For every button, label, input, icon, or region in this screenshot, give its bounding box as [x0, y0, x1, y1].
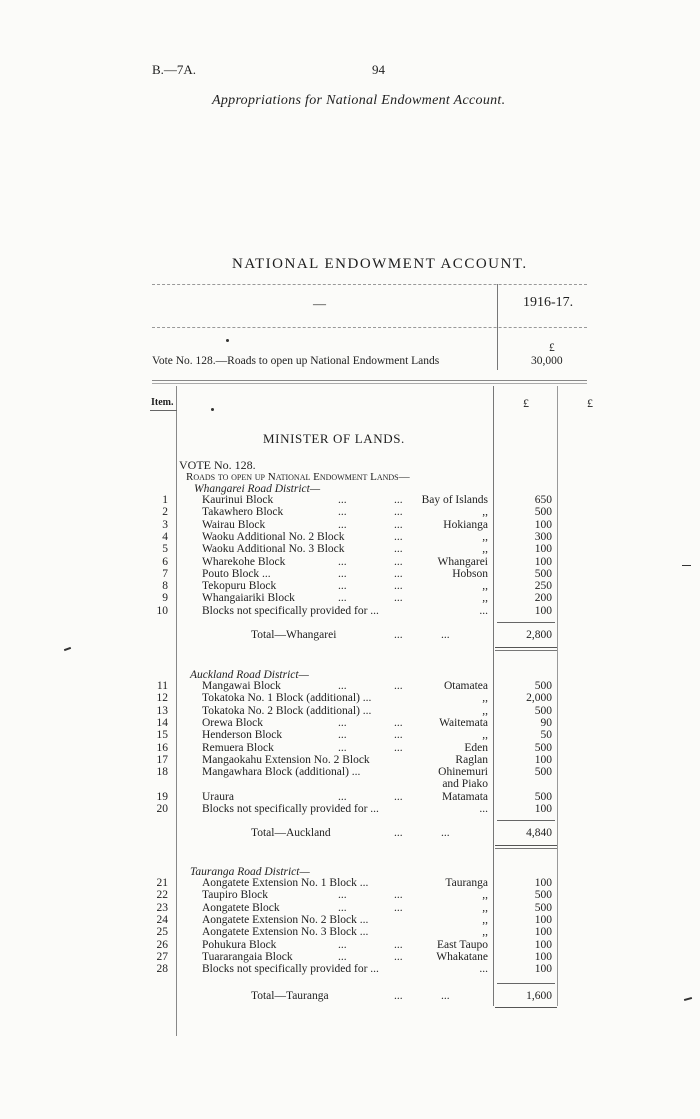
- table-row: [0, 592, 700, 604]
- table-row: [0, 580, 700, 592]
- amount: 100: [534, 938, 552, 951]
- item-number: 24: [156, 913, 168, 926]
- leader-dots: ...: [338, 790, 347, 803]
- item-number: 2: [162, 506, 168, 519]
- county-name: ...: [479, 803, 488, 815]
- leader-dots: ...: [338, 741, 347, 754]
- total-rule-auckland: [497, 820, 555, 821]
- scan-speck-left: [64, 647, 71, 651]
- item-number: 3: [162, 518, 168, 531]
- county-name: ,,: [482, 889, 488, 902]
- block-name: Waoku Additional No. 3 Block: [202, 543, 345, 556]
- county-name: Raglan: [455, 753, 488, 766]
- item-number: 5: [162, 543, 168, 556]
- leader-dots: ...: [394, 938, 403, 951]
- total-dots-tauranga-2: ...: [441, 990, 450, 1002]
- total-amount-whangarei: 2,800: [526, 629, 552, 641]
- county-name: ,,: [482, 530, 488, 543]
- table-row: [0, 914, 700, 926]
- item-number: 11: [156, 680, 168, 692]
- amount: 100: [534, 604, 552, 617]
- item-number: 14: [156, 716, 168, 729]
- block-name: Wharekohe Block: [202, 555, 286, 568]
- leader-dots: ...: [394, 555, 403, 568]
- leader-dots: ...: [338, 729, 347, 742]
- table-row: [0, 754, 700, 766]
- leader-dots: ...: [338, 680, 347, 692]
- table-row: [0, 926, 700, 938]
- leader-dots: ...: [338, 950, 347, 963]
- table-row: [0, 692, 700, 704]
- amount: 100: [534, 555, 552, 568]
- block-name: Orewa Block: [202, 716, 263, 729]
- amount: 100: [534, 963, 552, 976]
- vote-amount: 30,000: [531, 355, 563, 367]
- amount: 500: [534, 901, 552, 914]
- block-name: Tuararangaia Block: [202, 950, 293, 963]
- total-underline-auckland-2: [495, 848, 557, 849]
- item-number: 12: [156, 692, 168, 705]
- item-number: 1: [162, 494, 168, 506]
- item-number: 10: [156, 604, 168, 617]
- block-name: Remuera Block: [202, 741, 274, 754]
- summary-bottom-rule-2: [152, 383, 587, 384]
- leader-dots: ...: [338, 518, 347, 531]
- county-name: ,,: [482, 580, 488, 593]
- bullet-mark: [226, 339, 229, 342]
- item-header-underline: [150, 410, 177, 411]
- amount: 250: [534, 580, 552, 593]
- block-name: Tokatoka No. 1 Block (additional) ...: [202, 692, 372, 705]
- county-name: ,,: [482, 926, 488, 939]
- amount: 500: [534, 680, 552, 692]
- item-number: 18: [156, 766, 168, 779]
- summary-currency: £: [549, 342, 555, 354]
- summary-mid-rule: [152, 327, 587, 328]
- account-title: NATIONAL ENDOWMENT ACCOUNT.: [232, 256, 528, 272]
- item-number: 28: [156, 963, 168, 976]
- table-row: [0, 963, 700, 975]
- block-name: Taupiro Block: [202, 889, 268, 902]
- block-name: Mangawhara Block (additional) ...: [202, 766, 361, 779]
- amount: 100: [534, 803, 552, 815]
- county-name: ,,: [482, 704, 488, 717]
- leader-dots: ...: [394, 592, 403, 605]
- document-reference: B.—7A.: [152, 62, 197, 77]
- total-underline-whangarei: [495, 647, 557, 648]
- amount: 200: [534, 592, 552, 605]
- scan-speck-right-2: [684, 997, 692, 1001]
- total-dots-auckland-1: ...: [394, 827, 403, 839]
- block-name: Tekopuru Block: [202, 580, 277, 593]
- summary-dash: —: [313, 296, 326, 311]
- county-name: Hobson: [452, 567, 488, 580]
- leader-dots: ...: [394, 506, 403, 519]
- table-row: [0, 889, 700, 901]
- leader-dots: ...: [338, 938, 347, 951]
- leader-dots: ...: [394, 494, 403, 506]
- table-row: [0, 939, 700, 951]
- total-dots-auckland-2: ...: [441, 827, 450, 839]
- county-name: ,,: [482, 913, 488, 926]
- total-underline-whangarei-2: [495, 650, 557, 651]
- amount: 500: [534, 567, 552, 580]
- amount: 100: [534, 950, 552, 963]
- county-name: East Taupo: [436, 938, 488, 951]
- table-row: [0, 519, 700, 531]
- leader-dots: ...: [338, 592, 347, 605]
- amount: 300: [534, 530, 552, 543]
- item-number: 9: [162, 592, 168, 605]
- total-rule-tauranga: [497, 983, 555, 984]
- leader-dots: ...: [394, 729, 403, 742]
- table-row: [0, 568, 700, 580]
- leader-dots: ...: [338, 555, 347, 568]
- leader-dots: ...: [394, 567, 403, 580]
- table-row: [0, 705, 700, 717]
- county-name: Ohinemuri: [438, 766, 488, 779]
- summary-bottom-rule: [152, 380, 587, 381]
- block-name: Uraura: [202, 790, 234, 803]
- item-number: 21: [156, 877, 168, 889]
- total-amount-tauranga: 1,600: [526, 990, 552, 1002]
- table-row: [0, 605, 700, 617]
- leader-dots: ...: [394, 530, 403, 543]
- county-name: Bay of Islands: [421, 494, 488, 506]
- table-row: [0, 742, 700, 754]
- county-name: ...: [479, 604, 488, 617]
- leader-dots: ...: [338, 716, 347, 729]
- group-heading-auckland: Auckland Road District—: [190, 669, 309, 681]
- county-name: ,,: [482, 506, 488, 519]
- block-name: Mangawai Block: [202, 680, 281, 692]
- block-name: Aongatete Extension No. 2 Block ...: [202, 913, 369, 926]
- total-dots-tauranga-1: ...: [394, 990, 403, 1002]
- total-amount-auckland: 4,840: [526, 827, 552, 839]
- amount: 100: [534, 518, 552, 531]
- leader-dots: ...: [338, 901, 347, 914]
- table-row: [0, 791, 700, 803]
- table-row: [0, 778, 700, 790]
- amount: 500: [534, 766, 552, 779]
- county-name: ,,: [482, 592, 488, 605]
- leader-dots: ...: [394, 680, 403, 692]
- item-number: 15: [156, 729, 168, 742]
- leader-dots: ...: [394, 901, 403, 914]
- total-underline-auckland: [495, 845, 557, 846]
- block-name: Takawhero Block: [202, 506, 284, 519]
- county-name: Tauranga: [445, 877, 488, 889]
- amount: 100: [534, 877, 552, 889]
- table-row: [0, 680, 700, 692]
- amount: 2,000: [526, 692, 552, 705]
- total-label-tauranga: Total—Tauranga: [251, 990, 329, 1002]
- total-underline-tauranga: [495, 1007, 557, 1008]
- county-name: Whangarei: [437, 555, 488, 568]
- table-row: [0, 531, 700, 543]
- amount: 500: [534, 506, 552, 519]
- county-name: ...: [479, 963, 488, 976]
- item-number: 4: [162, 530, 168, 543]
- vote-heading: VOTE No. 128.: [179, 458, 256, 472]
- table-row: [0, 951, 700, 963]
- leader-dots: ...: [394, 790, 403, 803]
- group-heading-whangarei: Whangarei Road District—: [194, 483, 321, 495]
- table-row: [0, 877, 700, 889]
- leader-dots: ...: [394, 716, 403, 729]
- amount: 650: [534, 494, 552, 506]
- county-name: ,,: [482, 692, 488, 705]
- table-row: [0, 717, 700, 729]
- block-name: Pohukura Block: [202, 938, 277, 951]
- block-name: Blocks not specifically provided for ...: [202, 604, 379, 617]
- item-number: 27: [156, 950, 168, 963]
- total-rule-whangarei: [497, 622, 555, 623]
- item-number: 8: [162, 580, 168, 593]
- total-label-whangarei: Total—Whangarei: [251, 629, 337, 641]
- block-name: Aongatete Extension No. 3 Block ...: [202, 926, 369, 939]
- currency-header-1: £: [523, 396, 529, 410]
- county-name: Whakatane: [436, 950, 488, 963]
- table-row: [0, 729, 700, 741]
- leader-dots: ...: [338, 494, 347, 506]
- item-number: 7: [162, 567, 168, 580]
- block-name: Kaurinui Block: [202, 494, 274, 506]
- leader-dots: ...: [338, 580, 347, 593]
- item-number: 6: [162, 555, 168, 568]
- block-name: Blocks not specifically provided for ...: [202, 803, 379, 815]
- block-name: Pouto Block ...: [202, 567, 271, 580]
- item-number: 16: [156, 741, 168, 754]
- item-number: 13: [156, 704, 168, 717]
- amount: 500: [534, 790, 552, 803]
- item-number: 23: [156, 901, 168, 914]
- leader-dots: ...: [338, 506, 347, 519]
- amount: 100: [534, 543, 552, 556]
- amount: 100: [534, 753, 552, 766]
- item-number: 19: [156, 790, 168, 803]
- county-name: Hokianga: [443, 518, 488, 531]
- county-name: Otamatea: [443, 680, 488, 692]
- county-name: ,,: [482, 729, 488, 742]
- leader-dots: ...: [394, 889, 403, 902]
- amount: 500: [534, 889, 552, 902]
- county-name: Eden: [464, 741, 488, 754]
- leader-dots: ...: [394, 950, 403, 963]
- county-name: ,,: [482, 543, 488, 556]
- item-number: 22: [156, 889, 168, 902]
- block-name: Aongatete Block: [202, 901, 280, 914]
- block-name: Wairau Block: [202, 518, 266, 531]
- county-name: Matamata: [442, 790, 488, 803]
- group-heading-tauranga: Tauranga Road District—: [190, 866, 310, 878]
- amount: 50: [540, 729, 552, 742]
- block-name: Mangaokahu Extension No. 2 Block: [202, 753, 370, 766]
- total-dots-whangarei-1: ...: [394, 629, 403, 641]
- amount: 100: [534, 913, 552, 926]
- leader-dots: ...: [394, 543, 403, 556]
- leader-dots: ...: [338, 567, 347, 580]
- county-name: and Piako: [442, 778, 488, 791]
- amount: 100: [534, 926, 552, 939]
- leader-dots: ...: [394, 580, 403, 593]
- minister-heading: MINISTER OF LANDS.: [263, 431, 405, 446]
- vote-subheading: Roads to open up National Endowment Lands—: [186, 471, 410, 483]
- county-name: ,,: [482, 901, 488, 914]
- leader-dots: ...: [394, 741, 403, 754]
- item-number: 26: [156, 938, 168, 951]
- vote-label: Vote No. 128.—Roads to open up National Endowment Lands: [152, 355, 440, 367]
- table-row: [0, 902, 700, 914]
- block-name: Tokatoka No. 2 Block (additional) ...: [202, 704, 372, 717]
- table-row: [0, 506, 700, 518]
- bullet-mark-2: [211, 408, 214, 411]
- amount: 500: [534, 704, 552, 717]
- table-row: [0, 803, 700, 815]
- item-column-header: Item.: [151, 397, 174, 408]
- amount: 90: [540, 716, 552, 729]
- block-name: Waoku Additional No. 2 Block: [202, 530, 345, 543]
- county-name: Waitemata: [439, 716, 488, 729]
- amount: 500: [534, 741, 552, 754]
- leader-dots: ...: [338, 889, 347, 902]
- running-title: Appropriations for National Endowment Account.: [212, 93, 506, 108]
- item-number: 20: [156, 803, 168, 815]
- block-name: Henderson Block: [202, 729, 283, 742]
- table-row: [0, 556, 700, 568]
- summary-top-rule: [152, 284, 587, 285]
- summary-year: 1916-17.: [523, 295, 574, 310]
- scan-speck-right: [682, 565, 691, 566]
- currency-header-2: £: [587, 396, 593, 410]
- item-number: 17: [156, 753, 168, 766]
- block-name: Whangaiariki Block: [202, 592, 295, 605]
- table-row: [0, 494, 700, 506]
- page-number: 94: [372, 62, 385, 77]
- table-row: [0, 543, 700, 555]
- item-number: 25: [156, 926, 168, 939]
- block-name: Blocks not specifically provided for ...: [202, 963, 379, 976]
- leader-dots: ...: [394, 518, 403, 531]
- total-dots-whangarei-2: ...: [441, 629, 450, 641]
- total-label-auckland: Total—Auckland: [251, 827, 331, 839]
- table-row: [0, 766, 700, 778]
- block-name: Aongatete Extension No. 1 Block ...: [202, 877, 369, 889]
